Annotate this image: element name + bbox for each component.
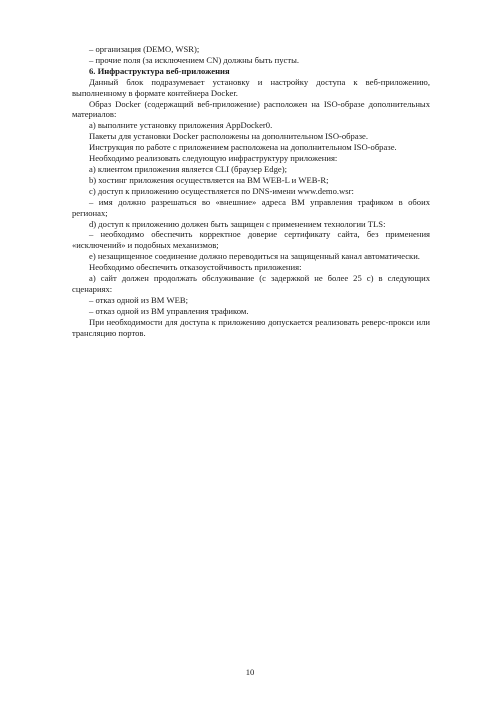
paragraph-packages: Пакеты для установки Docker расположены на дополнительном ISO-образе.	[89, 131, 369, 142]
list-item-traffic-failure: – отказ одной из ВМ управления трафиком.	[89, 305, 249, 316]
list-item-web-failure: – отказ одной из ВМ WEB;	[89, 294, 188, 305]
list-item-availability: а) сайт должен продолжать обслуживание (с задержкой не более 25 с) в следующих сценариях:	[72, 273, 430, 294]
list-item-tls: d) доступ к приложению должен быть защищен с применением технологии TLS:	[89, 218, 386, 229]
list-item-organization: – организация (DEMO, WSR);	[89, 44, 200, 54]
list-item-name-resolution: – имя должно разрешаться во «внешние» адреса ВМ управления трафиком в обоих регионах;	[72, 196, 430, 218]
list-item-dns-access: c) доступ к приложению осуществляется по DNS-имени www.demo.wsr:	[89, 185, 354, 196]
list-item-redirect: e) незащищенное соединение должно переводиться на защищенный канал автоматически.	[89, 251, 420, 262]
section-heading: 6. Инфраструктура веб-приложения	[89, 65, 230, 76]
page-number: 10	[245, 667, 255, 677]
paragraph-instructions: Инструкция по работе с приложением расположена на дополнительном ISO-образе.	[89, 142, 397, 153]
list-item-other-fields: – прочие поля (за исключением CN) должны быть пусты.	[89, 54, 300, 65]
paragraph-fault-tolerance: Необходимо обеспечить отказоустойчивость приложения:	[89, 262, 302, 273]
paragraph-intro: Данный блок подразумевает установку и настройку доступа к веб-приложению, выполненному в формате контейнера Docker.	[72, 76, 430, 98]
page-body	[72, 44, 430, 338]
list-item-hosting: b) хостинг приложения осуществляется на ВМ WEB-L и WEB-R;	[89, 174, 329, 185]
list-item-install: а) выполните установку приложения AppDocker0.	[89, 120, 273, 131]
list-item-certificate-trust: – необходимо обеспечить корректное доверие сертификату сайта, без применения «исключений» и подобных механизмов;	[72, 229, 430, 251]
paragraph-docker-image: Образ Docker (содержащий веб-приложение) расположен на ISO-образе дополнительных материалов:	[72, 98, 430, 120]
paragraph-reverse-proxy: При необходимости для доступа к приложению допускается реализовать реверс-прокси или трансляцию портов.	[72, 316, 430, 338]
list-item-client: а) клиентом приложения является CLI (браузер Edge);	[89, 163, 287, 174]
paragraph-infrastructure: Необходимо реализовать следующую инфраструктуру приложения:	[89, 153, 338, 164]
